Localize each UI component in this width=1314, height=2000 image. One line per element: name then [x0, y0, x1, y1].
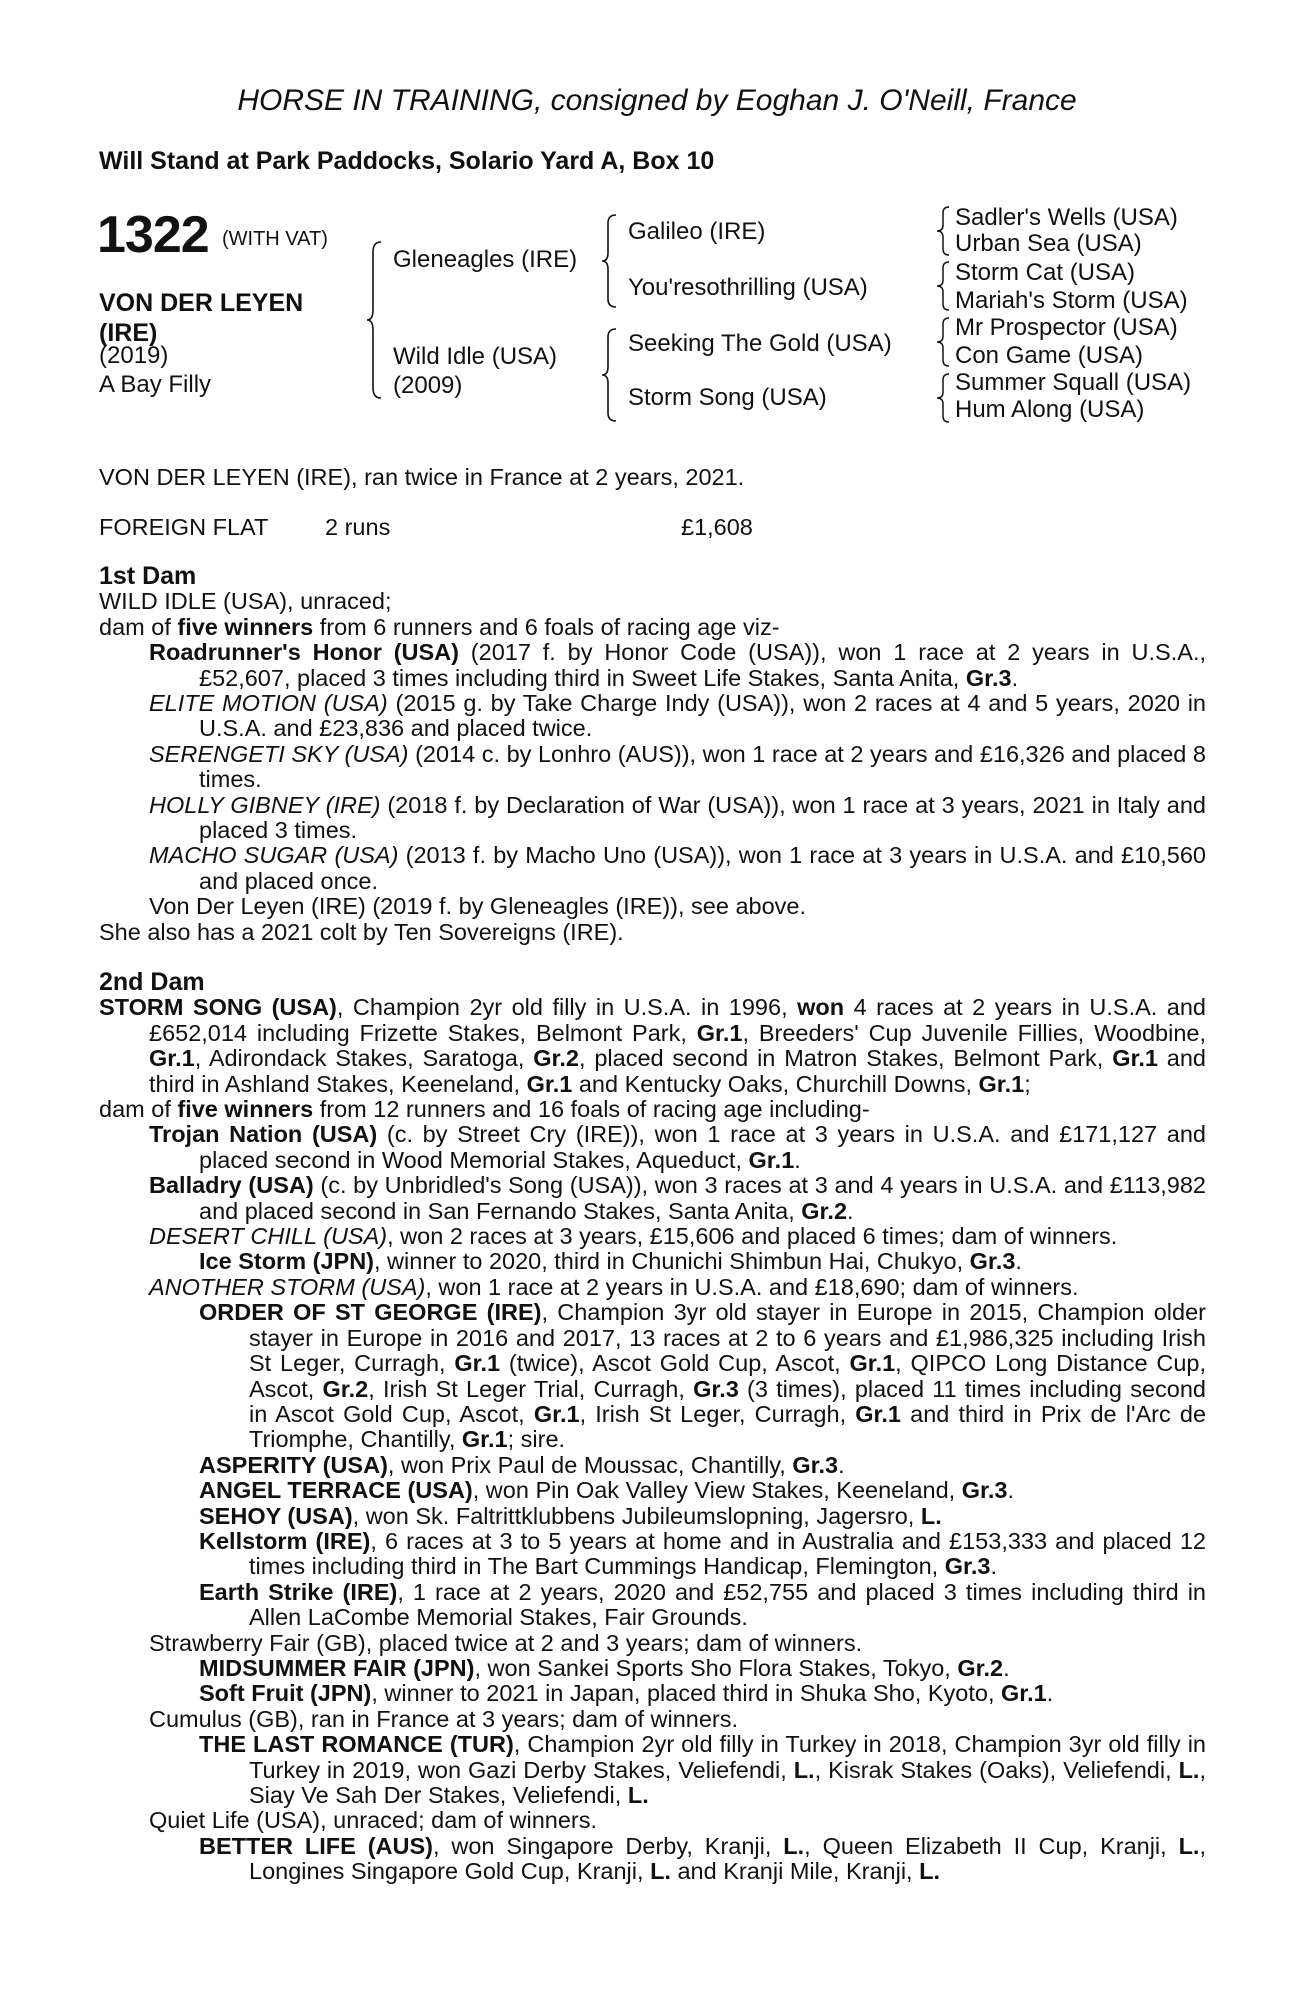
pedigree-ddd: Hum Along (USA) [955, 396, 1145, 423]
record-runs: 2 runs [325, 514, 391, 540]
grandproduce-entry: Earth Strike (IRE), 1 race at 2 years, 2020 and £52,755 and placed 3 times including third in Allen LaCombe Memorial Stakes, Fair Grounds. [199, 1578, 1206, 1631]
grandproduce-entry: Soft Fruit (JPN), winner to 2021 in Japan, placed third in Shuka Sho, Kyoto, Gr.1. [199, 1680, 1054, 1707]
second-dam-heading: 2nd Dam [99, 968, 205, 996]
produce-entry: DESERT CHILL (USA), won 2 races at 3 years, £15,606 and placed 6 times; dam of winners. [149, 1223, 1118, 1250]
grandproduce-entry: SEHOY (USA), won Sk. Faltrittklubbens Jubileumslopning, Jagersro, L. [199, 1502, 942, 1529]
produce-entry: MACHO SUGAR (USA) (2013 f. by Macho Uno (USA)), won 1 race at 3 years in U.S.A. and £10,560 and placed once. [149, 842, 1206, 894]
produce-entry: Cumulus (GB), ran in France at 3 years; dam of winners. [149, 1705, 739, 1732]
produce-entry: HOLLY GIBNEY (IRE) (2018 f. by Declaration of War (USA)), won 1 race at 3 years, 2021 in Italy and placed 3 times. [149, 791, 1206, 844]
second-dam-section [99, 970, 1206, 1885]
produce-entry: Strawberry Fair (GB), placed twice at 2 and 3 years; dam of winners. [149, 1629, 863, 1656]
pedigree-sire-sire: Galileo (IRE) [628, 218, 766, 245]
produce-entry: SERENGETI SKY (USA) (2014 c. by Lonhro (AUS)), won 1 race at 2 years and £16,326 and placed 8 times. [149, 740, 1206, 793]
grandproduce-entry: MIDSUMMER FAIR (JPN), won Sankei Sports Sho Flora Stakes, Tokyo, Gr.2. [199, 1654, 1010, 1681]
first-dam-name: WILD IDLE (USA), unraced; [99, 588, 392, 615]
dam-line-bracket [600, 327, 620, 423]
pedigree-dam-dam: Storm Song (USA) [628, 384, 827, 411]
vat-note: (WITH VAT) [222, 228, 328, 250]
pedigree-dam: Wild Idle (USA) [393, 343, 558, 370]
first-dam-section [99, 564, 1206, 945]
grandproduce-entry: BETTER LIFE (AUS), won Singapore Derby, Kranji, L., Queen Elizabeth II Cup, Kranji, L., Longines Singapore Gold Cup, Kranji, L. and Kranji Mile, Kranji, L. [199, 1832, 1206, 1885]
pedigree-sdd: Mariah's Storm (USA) [955, 287, 1188, 314]
horse-year: (2019) [99, 342, 169, 369]
pedigree-dsd: Con Game (USA) [955, 342, 1144, 369]
produce-entry: Balladry (USA) (c. by Unbridled's Song (USA)), won 3 races at 3 and 4 years in U.S.A. and £113,982 and placed second in San Fernando Stakes, Santa Anita, Gr.2. [149, 1172, 1206, 1224]
second-dam-record: STORM SONG (USA), Champion 2yr old filly in U.S.A. in 1996, won 4 races at 2 years in U.S.A. and £652,014 including Frizette Stakes, Belmont Park, Gr.1, Breeders' Cup Juvenile Fillies, Woodbine, Gr.1, Adirondack Stakes, Saratoga, Gr.2, placed second in Matron Stakes, Belmont Park, Gr.1 and third in Ashland Stakes, Keeneland, Gr.1 and Kentucky Oaks, Churchill Downs, Gr.1; [99, 994, 1207, 1097]
race-record [99, 515, 1206, 540]
sire-dam-bracket [365, 240, 385, 400]
pedigree-sire-dam: You'resothrilling (USA) [628, 274, 868, 301]
grandproduce-entry: ANGEL TERRACE (USA), won Pin Oak Valley View Stakes, Keeneland, Gr.3. [199, 1477, 1015, 1504]
record-earnings: £1,608 [681, 514, 753, 540]
horse-description: A Bay Filly [99, 371, 212, 398]
grandproduce-entry: Ice Storm (JPN), winner to 2020, third in Chunichi Shimbun Hai, Chukyo, Gr.3. [199, 1248, 1022, 1275]
gen3-bracket-2 [935, 260, 953, 312]
pedigree-dam-sire: Seeking The Gold (USA) [628, 330, 892, 357]
first-dam-produce-summary: dam of five winners from 6 runners and 6 foals of racing age viz- [99, 613, 780, 640]
produce-entry: Trojan Nation (USA) (c. by Street Cry (IRE)), won 1 race at 3 years in U.S.A. and £171,127 and placed second in Wood Memorial Stakes, Aqueduct, Gr.1. [149, 1121, 1206, 1173]
gen3-bracket-4 [935, 372, 953, 424]
pedigree-ssd: Urban Sea (USA) [955, 230, 1142, 257]
page-header: HORSE IN TRAINING, consigned by Eoghan J. O'Neill, France [237, 84, 1077, 117]
second-dam-produce-summary: dam of five winners from 12 runners and 16 foals of racing age including- [99, 1096, 870, 1123]
produce-entry: Roadrunner's Honor (USA) (2017 f. by Honor Code (USA)), won 1 race at 2 years in U.S.A., £52,607, placed 3 times including third in Sweet Life Stakes, Santa Anita, Gr.3. [149, 639, 1206, 691]
record-label: FOREIGN FLAT [99, 514, 269, 540]
horse-name: VON DER LEYEN (IRE) [99, 289, 304, 347]
stand-location: Will Stand at Park Paddocks, Solario Yard A, Box 10 [99, 147, 715, 175]
pedigree-sds: Storm Cat (USA) [955, 259, 1136, 286]
produce-entry: Quiet Life (USA), unraced; dam of winners. [149, 1807, 598, 1834]
produce-entry: ELITE MOTION (USA) (2015 g. by Take Charge Indy (USA)), won 2 races at 4 and 5 years, 2020 in U.S.A. and £23,836 and placed twice. [149, 690, 1206, 742]
grandproduce-entry: ASPERITY (USA), won Prix Paul de Moussac, Chantilly, Gr.3. [199, 1451, 845, 1478]
race-summary: VON DER LEYEN (IRE), ran twice in France at 2 years, 2021. [99, 464, 745, 490]
produce-entry: ANOTHER STORM (USA), won 1 race at 2 years in U.S.A. and £18,690; dam of winners. [149, 1273, 1079, 1300]
lot-number: 1322 [97, 206, 209, 264]
first-dam-note: She also has a 2021 colt by Ten Sovereigns (IRE). [99, 918, 624, 945]
pedigree-dam-year: (2009) [393, 372, 463, 399]
sire-line-bracket [600, 213, 620, 309]
gen3-bracket-1 [935, 205, 953, 257]
first-dam-heading: 1st Dam [99, 562, 197, 590]
grandproduce-entry: ORDER OF ST GEORGE (IRE), Champion 3yr old stayer in Europe in 2015, Champion older stayer in Europe in 2016 and 2017, 13 races at 2 to 6 years and £1,986,325 including Irish St Leger, Curragh, Gr.1 (twice), Ascot Gold Cup, Ascot, Gr.1, QIPCO Long Distance Cup, Ascot, Gr.2, Irish St Leger Trial, Curragh, Gr.3 (3 times), placed 11 times including second in Ascot Gold Cup, Ascot, Gr.1, Irish St Leger, Curragh, Gr.1 and third in Prix de l'Arc de Triomphe, Chantilly, Gr.1; sire. [199, 1299, 1207, 1453]
pedigree-dss: Mr Prospector (USA) [955, 314, 1178, 341]
produce-entry: Von Der Leyen (IRE) (2019 f. by Gleneagles (IRE)), see above. [149, 893, 807, 920]
gen3-bracket-3 [935, 316, 953, 368]
grandproduce-entry: THE LAST ROMANCE (TUR), Champion 2yr old filly in Turkey in 2018, Champion 3yr old filly in Turkey in 2019, won Gazi Derby Stakes, Veliefendi, L., Kisrak Stakes (Oaks), Veliefendi, L., Siay Ve Sah Der Stakes, Veliefendi, L. [199, 1731, 1206, 1808]
pedigree-sss: Sadler's Wells (USA) [955, 204, 1178, 231]
pedigree-dds: Summer Squall (USA) [955, 369, 1192, 396]
grandproduce-entry: Kellstorm (IRE), 6 races at 3 to 5 years at home and in Australia and £153,333 and placed 12 times including third in The Bart Cummings Handicap, Flemington, Gr.3. [199, 1527, 1207, 1580]
pedigree-sire: Gleneagles (IRE) [393, 246, 578, 273]
